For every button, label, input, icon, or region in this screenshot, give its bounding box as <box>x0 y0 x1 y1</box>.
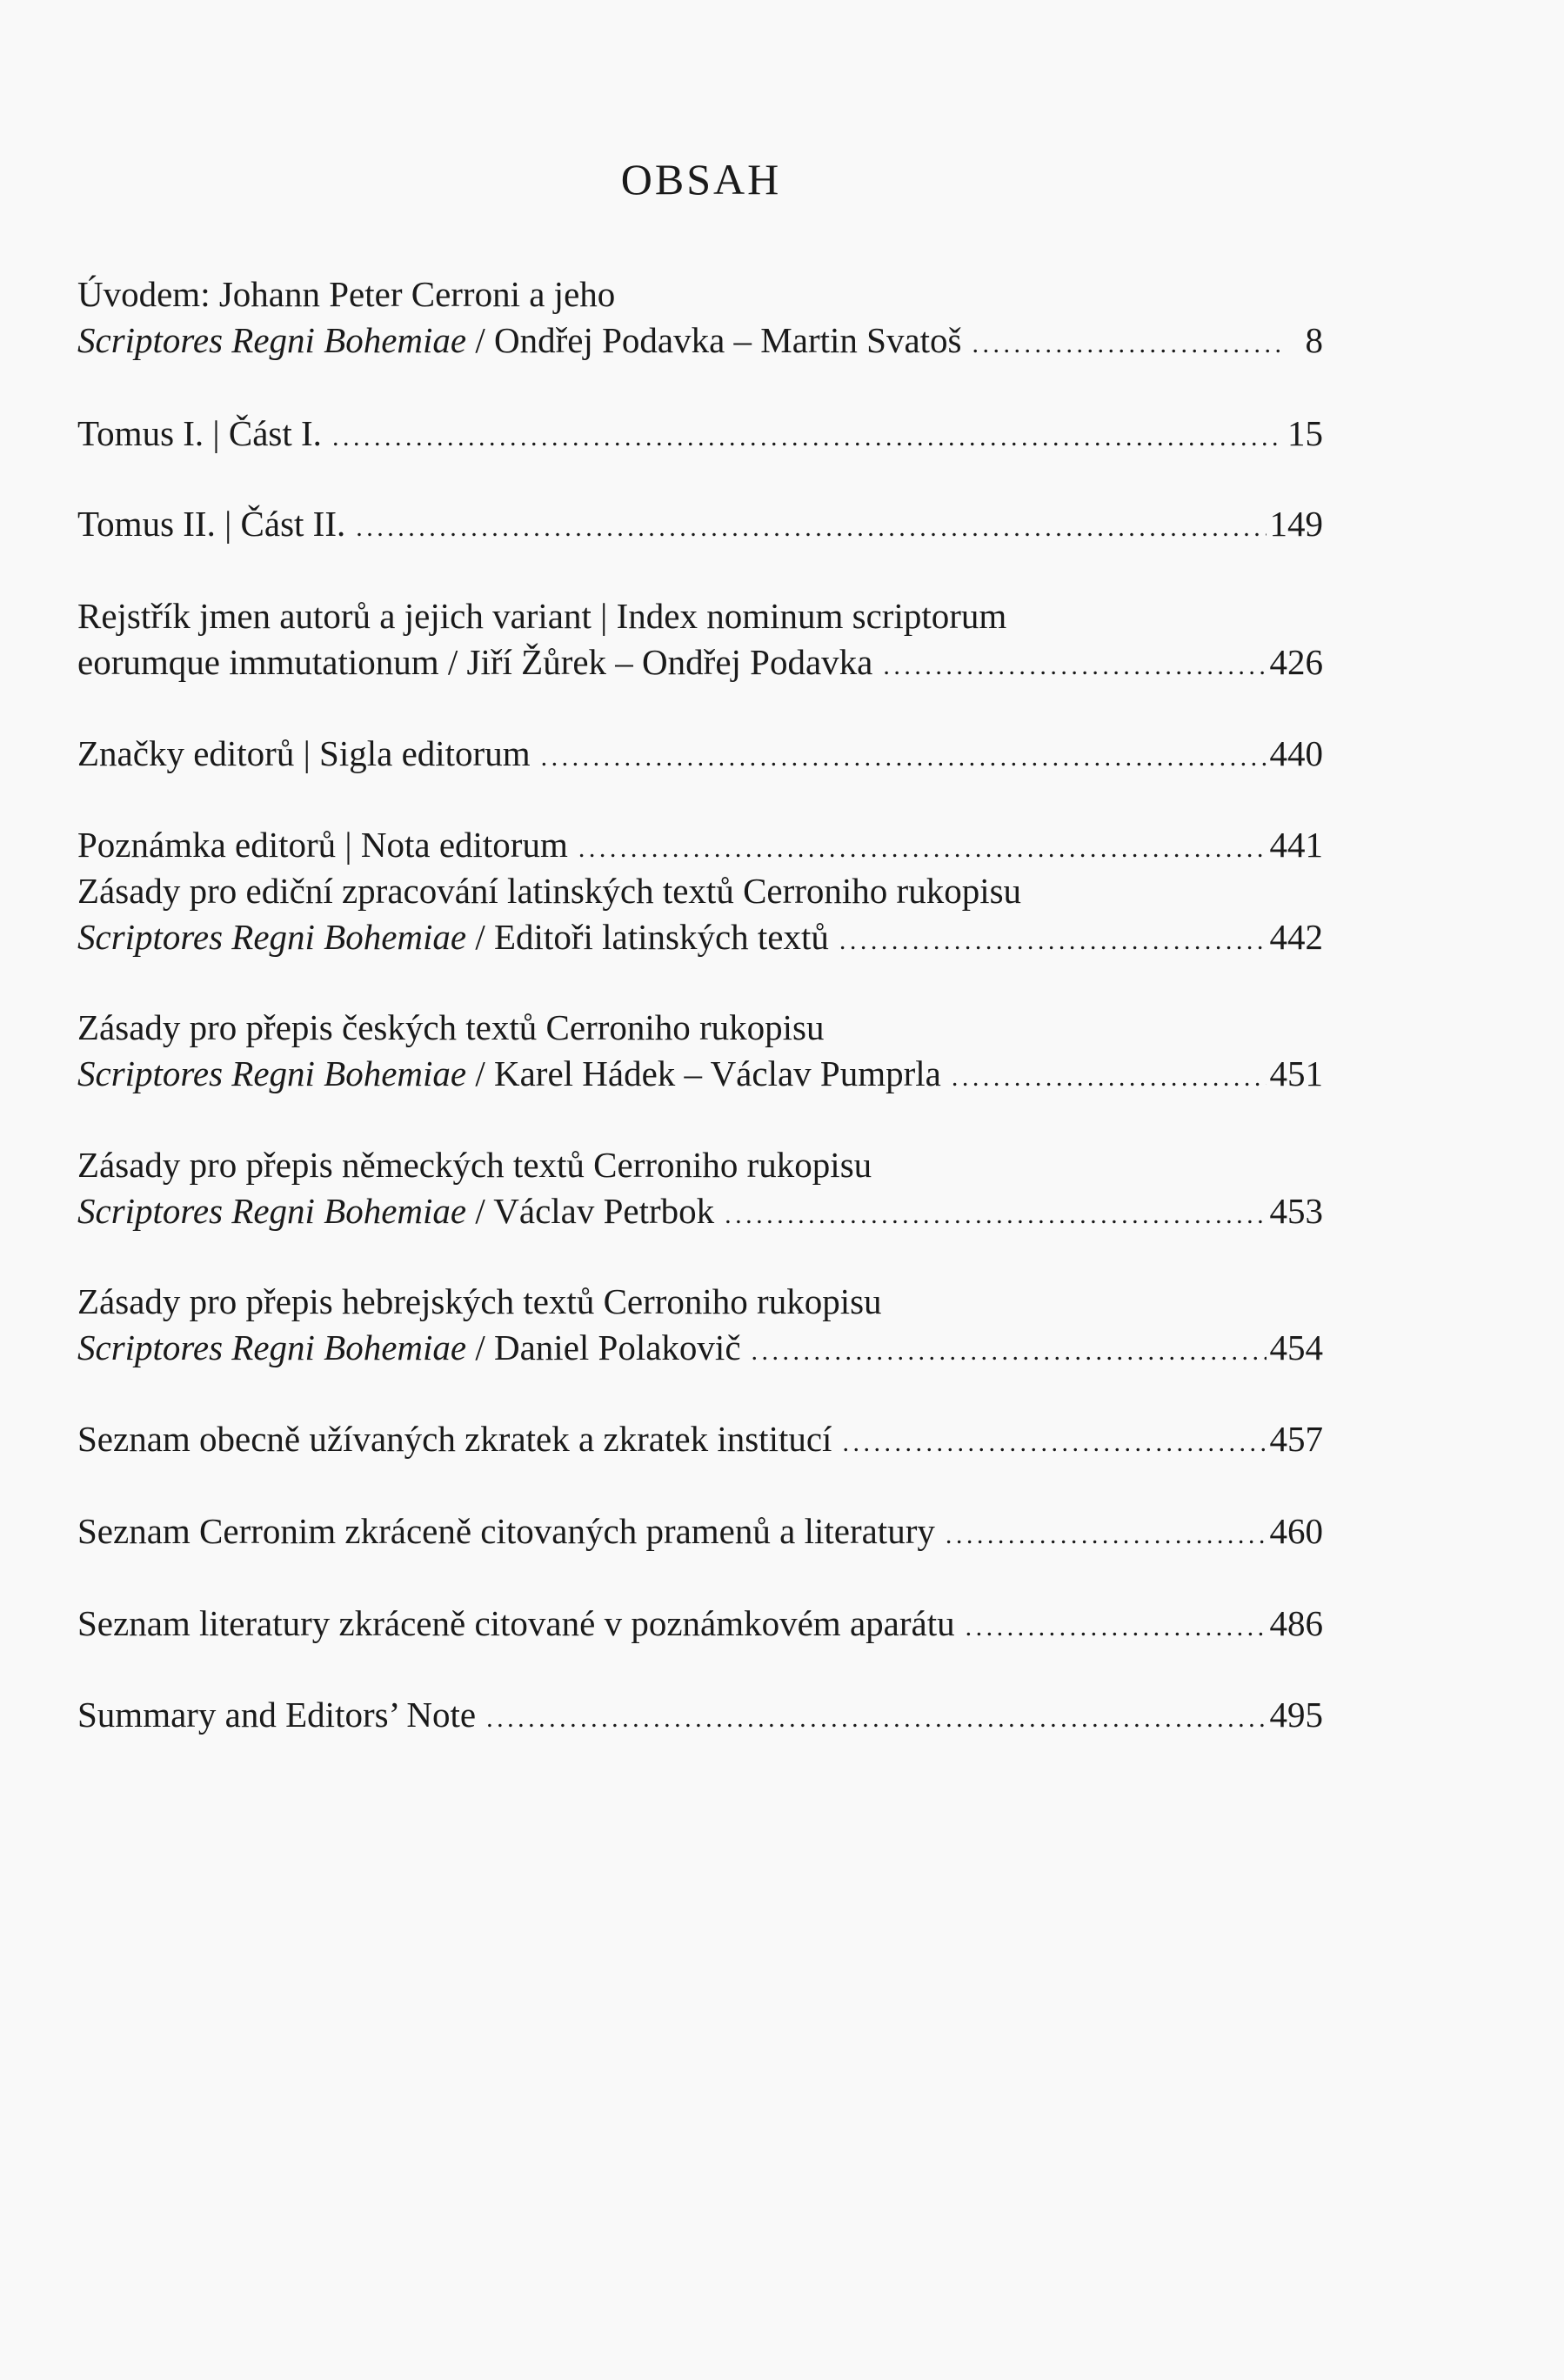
toc-entry-title <box>77 1142 872 1187</box>
toc-entry-line-continued <box>77 271 1323 317</box>
series-title-italic: Scriptores Regni Bohemiae <box>77 1327 467 1367</box>
dot-leader <box>839 919 1267 964</box>
toc-entry-line <box>77 411 1323 460</box>
dot-leader <box>972 322 1286 367</box>
toc-entry-line <box>77 822 1323 872</box>
toc-entry-text: / Daniel Polakovič <box>466 1327 741 1367</box>
dot-leader <box>842 1421 1266 1466</box>
dot-leader <box>966 1605 1267 1650</box>
toc-entry-title <box>77 318 962 363</box>
dot-leader <box>578 826 1267 872</box>
toc-entry-text: Tomus I. | Část I. <box>77 413 322 453</box>
toc-entry-text: Poznámka editorů | Nota editorum <box>77 825 568 865</box>
toc-entry-title <box>77 914 829 959</box>
toc-entry-line <box>77 1051 1323 1100</box>
dot-leader <box>952 1055 1267 1100</box>
toc-entry-text: Seznam Cerronim zkráceně citovaných pramenů a literatury <box>77 1511 935 1551</box>
toc-entry-title <box>77 1508 935 1554</box>
dot-leader <box>332 415 1284 460</box>
page-number: 426 <box>1269 642 1323 682</box>
toc-entry-title <box>77 593 1006 638</box>
toc-entry-text: Summary and Editors’ Note <box>77 1695 477 1735</box>
toc-entry-title <box>77 1601 955 1646</box>
dot-leader <box>725 1193 1266 1238</box>
dot-leader <box>752 1329 1267 1374</box>
toc-entry-text: Tomus II. | Část II. <box>77 504 346 544</box>
toc-entry-line-continued <box>77 1005 1323 1050</box>
page-number: 495 <box>1269 1695 1323 1735</box>
toc-entry-line-continued <box>77 1142 1323 1187</box>
toc-entry-text: Zásady pro ediční zpracování latinských textů Cerroniho rukopisu <box>77 871 1022 911</box>
toc-entry-line <box>77 1416 1323 1466</box>
toc-entry-text: / Karel Hádek – Václav Pumprla <box>466 1053 941 1093</box>
page-number: 454 <box>1269 1327 1323 1367</box>
toc-entry-line <box>77 639 1323 689</box>
toc-entry-line-continued <box>77 1279 1323 1324</box>
toc-entry-title <box>77 1188 714 1233</box>
toc-entry-text: Zásady pro přepis českých textů Cerroniho rukopisu <box>77 1007 825 1047</box>
toc-entry-title <box>77 1051 941 1096</box>
toc-entry-title <box>77 411 322 456</box>
toc-entry-text: Rejstřík jmen autorů a jejich variant | Index nominum scriptorum <box>77 596 1007 636</box>
dot-leader <box>486 1696 1266 1742</box>
toc-entry-line <box>77 731 1323 780</box>
toc-entry-text: Seznam obecně užívaných zkratek a zkratek institucí <box>77 1419 832 1459</box>
toc-entry-text: Seznam literatury zkráceně citované v poznámkovém aparátu <box>77 1603 955 1643</box>
toc-entry-text: / Editoři latinských textů <box>466 917 829 957</box>
toc-entry-line <box>77 914 1323 964</box>
page-number: 442 <box>1269 917 1323 957</box>
toc-entry-title <box>77 1692 476 1737</box>
toc-entry-title <box>77 639 872 685</box>
toc-entry-title <box>77 1279 882 1324</box>
page-number: 15 <box>1287 413 1323 453</box>
toc-entry-line <box>77 318 1323 367</box>
toc-entry-title <box>77 501 345 546</box>
toc-entry-title <box>77 731 531 776</box>
toc-entry-text: Zásady pro přepis německých textů Cerroniho rukopisu <box>77 1145 872 1185</box>
toc-entry-title <box>77 271 615 317</box>
page-number: 460 <box>1269 1511 1323 1551</box>
toc-entry-text: Zásady pro přepis hebrejských textů Cerroniho rukopisu <box>77 1281 882 1321</box>
page-number: 440 <box>1269 733 1323 773</box>
toc-entry-line <box>77 1692 1323 1742</box>
page-number: 8 <box>1305 320 1323 360</box>
toc-entry-line <box>77 1508 1323 1558</box>
dot-leader <box>356 505 1266 551</box>
toc-entry-title <box>77 1005 825 1050</box>
page-number: 149 <box>1269 504 1323 544</box>
series-title-italic: Scriptores Regni Bohemiae <box>77 1191 467 1231</box>
toc-entry-text: / Ondřej Podavka – Martin Svatoš <box>466 320 962 360</box>
toc-entry-text: eorumque immutationum / Jiří Žůrek – Ondřej Podavka <box>77 642 873 682</box>
series-title-italic: Scriptores Regni Bohemiae <box>77 1053 467 1093</box>
series-title-italic: Scriptores Regni Bohemiae <box>77 320 467 360</box>
page-number: 486 <box>1269 1603 1323 1643</box>
toc-entry-title <box>77 822 568 867</box>
toc-entry-title <box>77 1416 832 1461</box>
toc-entry-text: / Václav Petrbok <box>466 1191 715 1231</box>
dot-leader <box>541 735 1267 780</box>
dot-leader <box>946 1513 1267 1558</box>
toc-entry-line <box>77 1601 1323 1650</box>
series-title-italic: Scriptores Regni Bohemiae <box>77 917 467 957</box>
toc-entry-line <box>77 501 1323 551</box>
dot-leader <box>883 644 1266 689</box>
page-title: OBSAH <box>620 155 782 204</box>
toc-entry-title <box>77 1325 741 1370</box>
toc-entry-line-continued <box>77 593 1323 638</box>
toc-entry-title <box>77 868 1021 913</box>
page-number: 453 <box>1269 1191 1323 1231</box>
page-number: 441 <box>1269 825 1323 865</box>
toc-entry-line <box>77 1325 1323 1374</box>
page-number: 451 <box>1269 1053 1323 1093</box>
toc-entry-line <box>77 1188 1323 1238</box>
page-number: 457 <box>1269 1419 1323 1459</box>
toc-entry-line-continued <box>77 868 1323 913</box>
toc-entry-text: Úvodem: Johann Peter Cerroni a jeho <box>77 274 616 314</box>
toc-entry-text: Značky editorů | Sigla editorum <box>77 733 531 773</box>
